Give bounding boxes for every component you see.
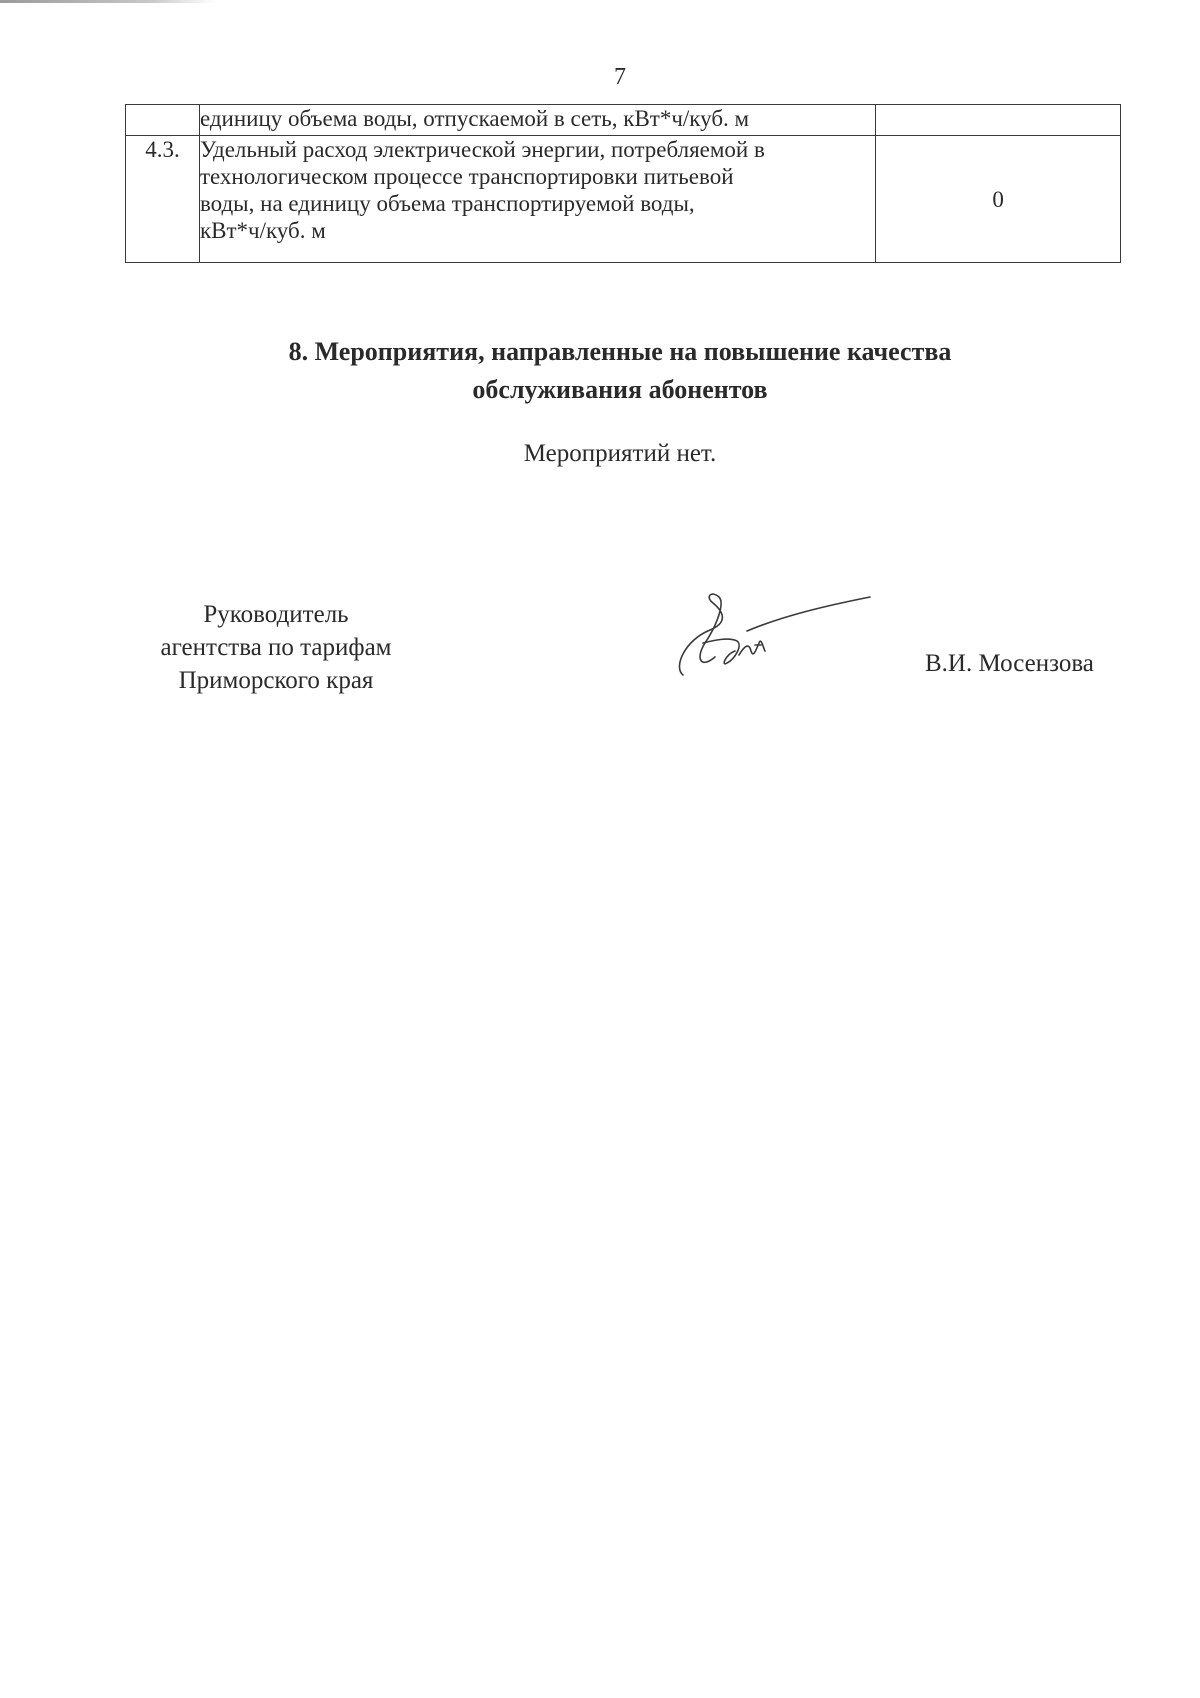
row-number [126,105,200,136]
table-row [126,136,1121,263]
handwritten-signature [655,585,875,680]
row-description [199,136,875,263]
indicator-table [125,104,1121,263]
row-value: 0 [876,136,1121,263]
description-line: Удельный расход электрической энергии, потребляемой в [199,137,765,162]
description-line: технологическом процессе транспортировки питьевой [199,164,734,189]
description-line: кВт*ч/куб. м [199,218,326,243]
row-value [876,105,1121,136]
description-line: воды, на единицу объема транспортируемой воды, [199,191,695,216]
row-number: 4.3. [126,136,200,263]
section-heading-line: обслуживания абонентов [472,375,768,404]
signer-name: В.И. Мосензова [925,650,1094,677]
page-number: 7 [614,64,626,90]
section-body: Мероприятий нет. [523,440,717,467]
signer-position-line: Руководитель [203,601,349,628]
table-row [126,105,1121,136]
section-heading [0,333,1200,409]
description-line: единицу объема воды, отпускаемой в сеть, кВт*ч/куб. м [199,106,750,131]
section-heading-line: 8. Мероприятия, направленные на повышение качества [288,337,952,366]
signer-position-line: Приморского края [178,667,374,694]
signer-position [130,598,422,697]
scan-edge [0,0,215,3]
signer-position-line: агентства по тарифам [160,634,392,661]
row-description [199,105,875,136]
